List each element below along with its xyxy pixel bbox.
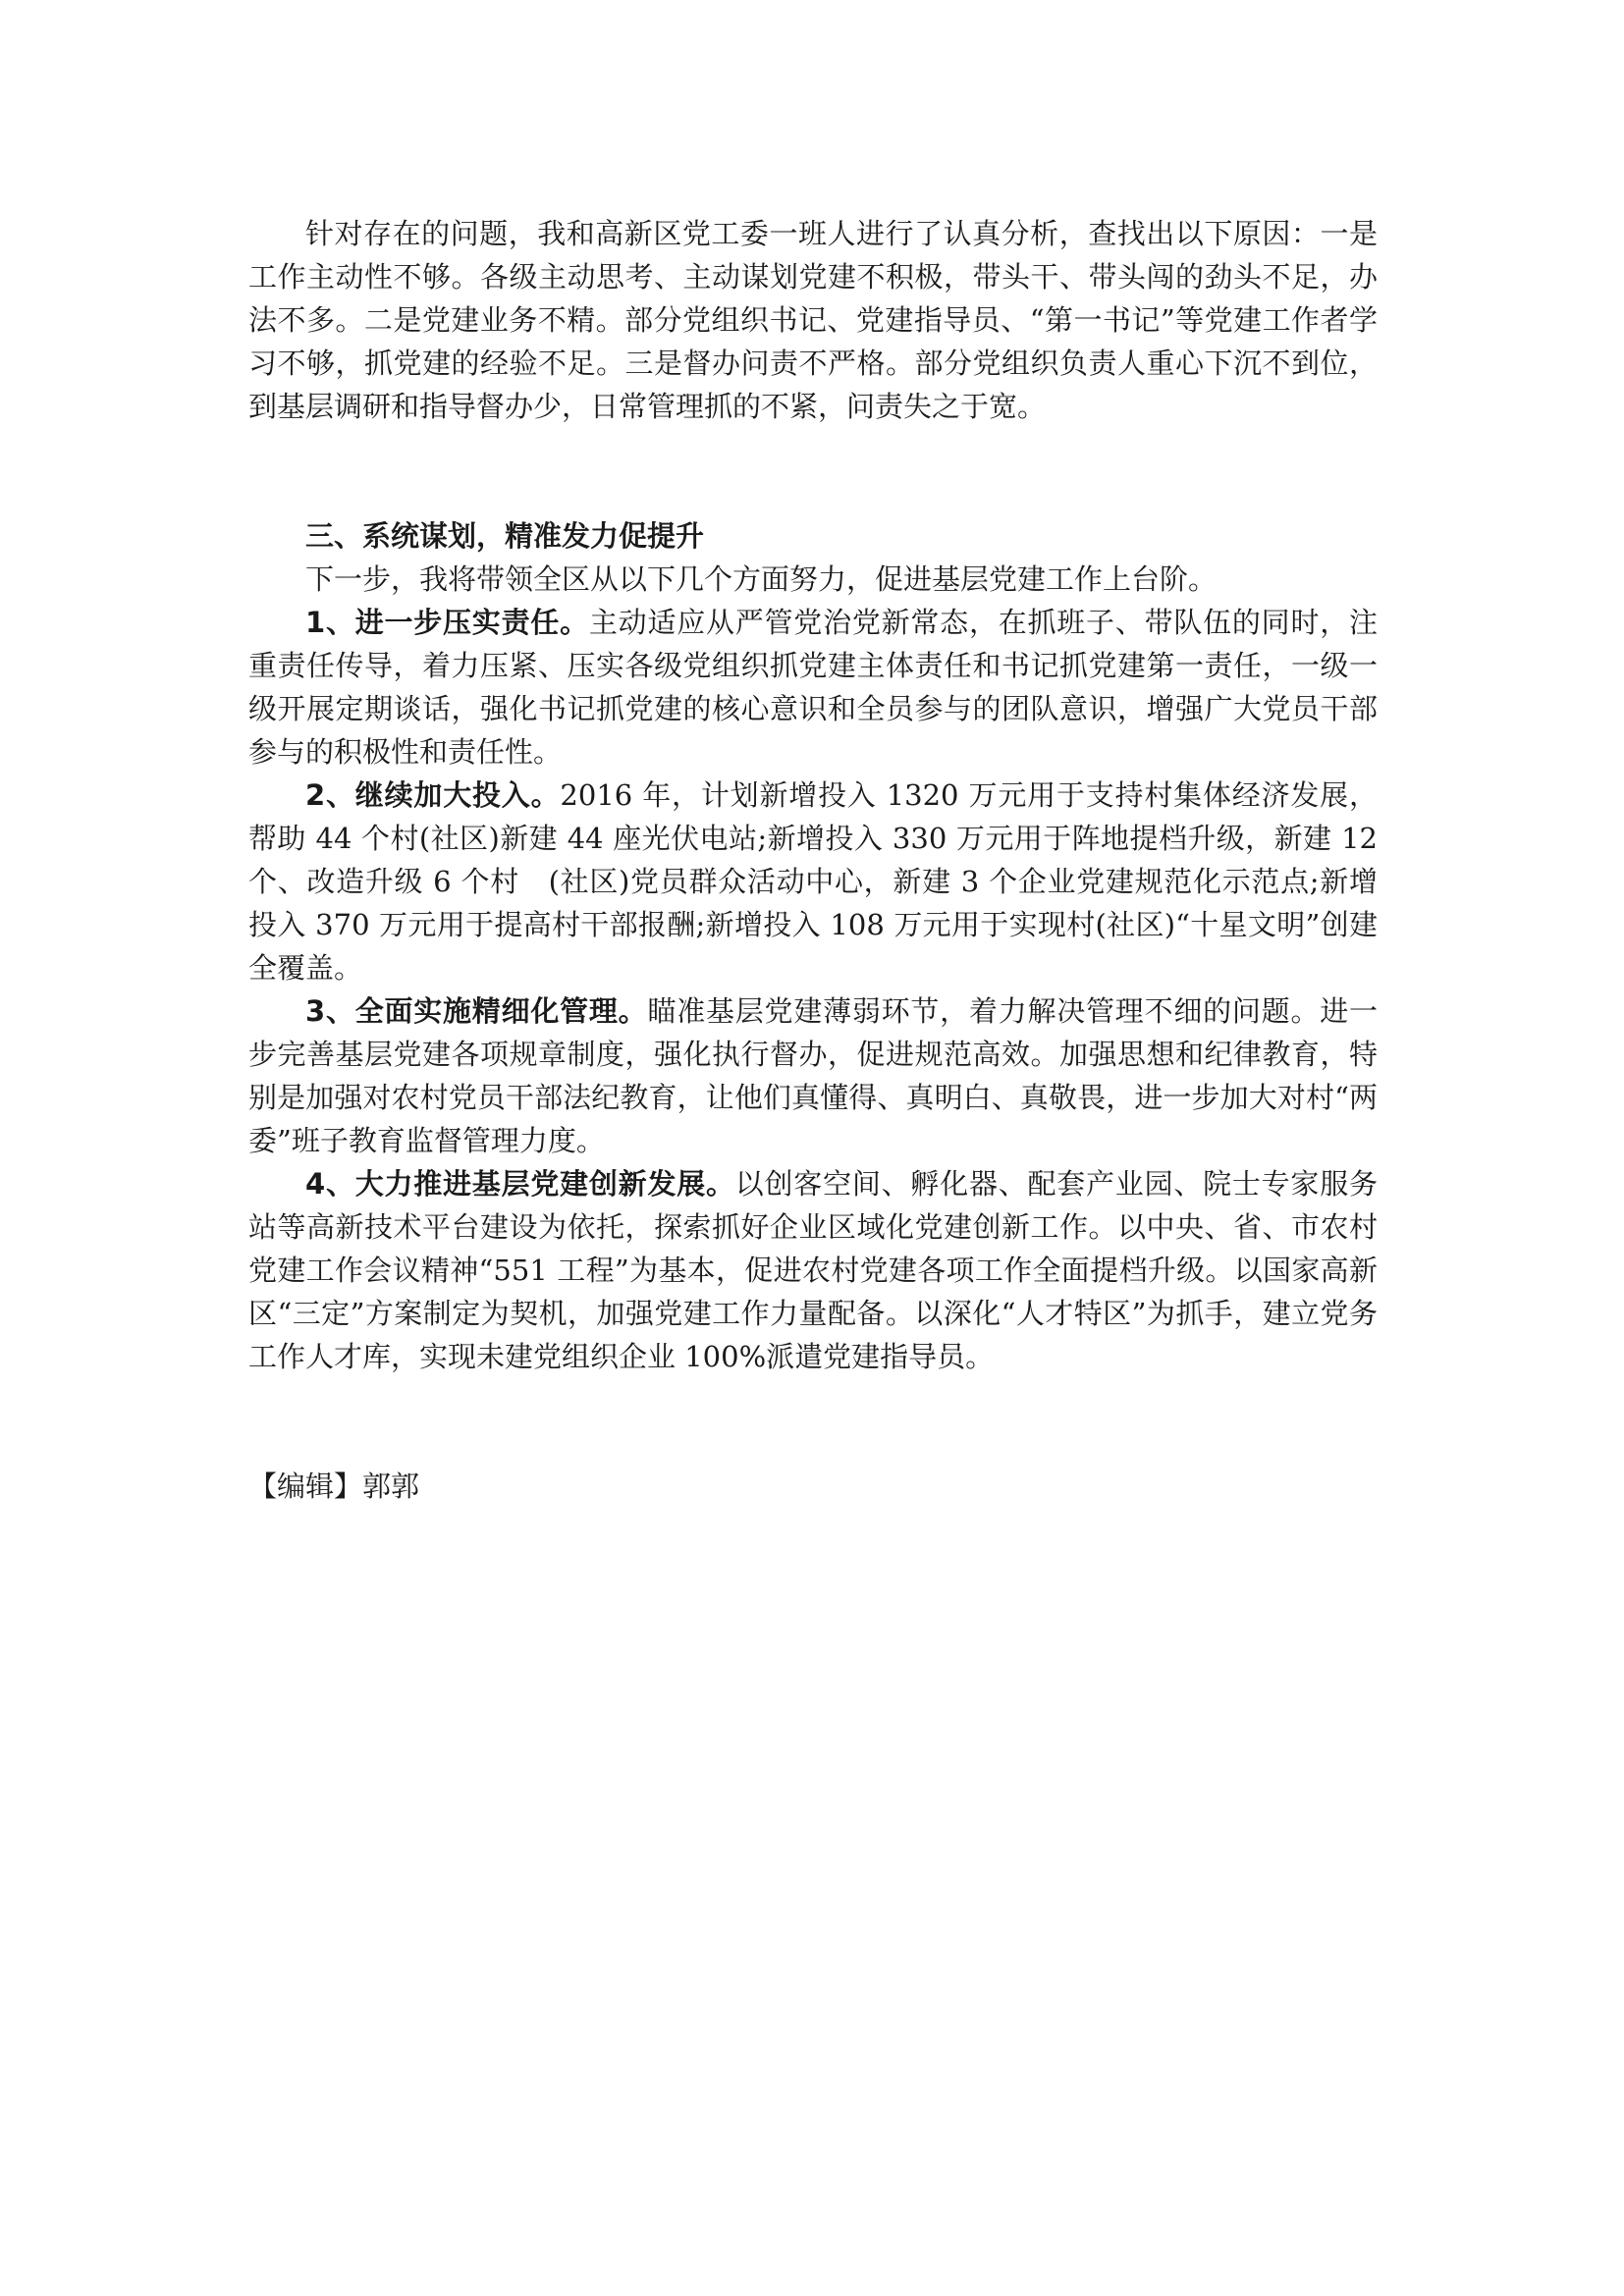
section-heading: 三、系统谋划，精准发力促提升 <box>305 519 705 553</box>
item-text-2: 2016 年，计划新增投入 1320 万元用于支持村集体经济发展，帮助 44 个村(社区)新建 44 座光伏电站;新增投入 330 万元用于阵地提档升级，新建 12 个、改造升级 6 个村 (社区)党员群众活动中心，新建 3 个企业党建规范化示范点;新增投入 370 万元用于提高村干部报酬;新增投入 108 万元用于实现村(社区)“十星文明”创建全覆盖。 <box>248 778 1378 985</box>
item-text-3: 瞄准基层党建薄弱环节，着力解决管理不细的问题。进一步完善基层党建各项规章制度，强化执行督办，促进规范高效。加强思想和纪律教育，特别是加强对农村党员干部法纪教育，让他们真懂得、真明白、真敬畏，进一步加大对村“两委”班子教育监督管理力度。 <box>248 994 1378 1157</box>
spacer <box>248 428 1378 514</box>
item-paragraph-4 <box>248 1162 1378 1378</box>
analysis-paragraph: 针对存在的问题，我和高新区党工委一班人进行了认真分析，查找出以下原因：一是工作主动性不够。各级主动思考、主动谋划党建不积极，带头干、带头闯的劲头不足，办法不多。二是党建业务不精。部分党组织书记、党建指导员、“第一书记”等党建工作者学习不够，抓党建的经验不足。三是督办问责不严格。部分党组织负责人重心下沉不到位，到基层调研和指导督办少，日常管理抓的不紧，问责失之于宽。 <box>248 217 1378 423</box>
item-text-1: 主动适应从严管党治党新常态，在抓班子、带队伍的同时，注重责任传导，着力压紧、压实各级党组织抓党建主体责任和书记抓党建第一责任，一级一级开展定期谈话，强化书记抓党建的核心意识和全员参与的团队意识，增强广大党员干部参与的积极性和责任性。 <box>248 606 1378 769</box>
editor-credit: 【编辑】郭郭 <box>248 1469 420 1503</box>
item-text-4: 以创客空间、孵化器、配套产业园、院士专家服务站等高新技术平台建设为依托，探索抓好企业区域化党建创新工作。以中央、省、市农村党建工作会议精神“551 工程”为基本，促进农村党建各项工作全面提档升级。以国家高新区“三定”方案制定为契机，加强党建工作力量配备。以深化“人才特区”为抓手，建立党务工作人才库，实现未建党组织企业 100%派遣党建指导员。 <box>248 1167 1378 1373</box>
item-paragraph-1 <box>248 601 1378 774</box>
document-body <box>248 212 1378 1508</box>
item-lead-3: 3、全面实施精细化管理。 <box>305 994 648 1028</box>
item-lead-2: 2、继续加大投入。 <box>305 778 561 812</box>
item-lead-1: 1、进一步压实责任。 <box>305 606 589 639</box>
intro-paragraph: 下一步，我将带领全区从以下几个方面努力，促进基层党建工作上台阶。 <box>305 562 1218 596</box>
spacer <box>248 1378 1378 1465</box>
item-lead-4: 4、大力推进基层党建创新发展。 <box>305 1167 735 1201</box>
item-paragraph-2 <box>248 774 1378 989</box>
item-paragraph-3 <box>248 989 1378 1162</box>
